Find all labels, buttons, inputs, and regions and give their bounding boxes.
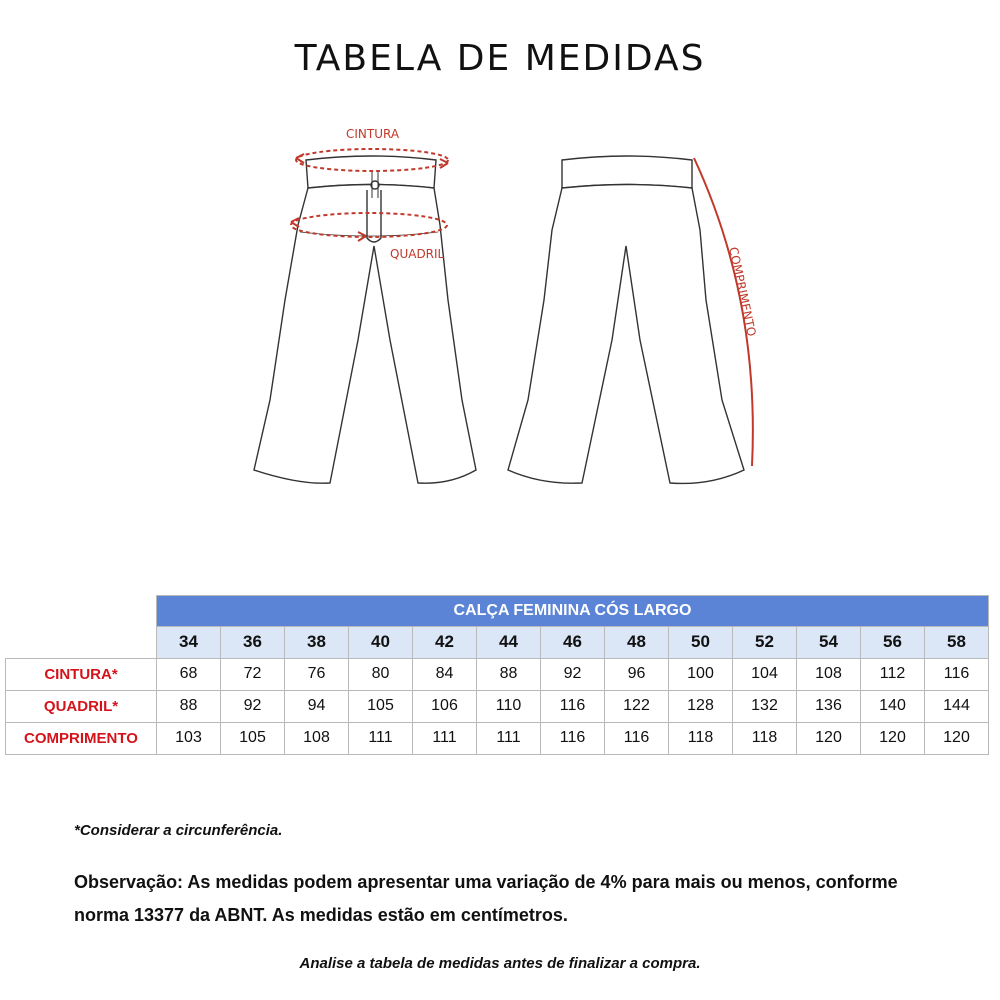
- size-cell: 40: [349, 627, 413, 659]
- table-cell: 116: [541, 722, 605, 754]
- waist-label: CINTURA: [346, 127, 400, 141]
- table-cell: 118: [733, 722, 797, 754]
- observation-note: Observação: As medidas podem apresentar uma variação de 4% para mais ou menos, conforme norma 13377 da ABNT. As medidas estão em centímetros.: [74, 872, 898, 925]
- table-cell: 140: [861, 690, 925, 722]
- size-cell: 38: [285, 627, 349, 659]
- table-cell: 88: [157, 690, 221, 722]
- final-note: Analise a tabela de medidas antes de finalizar a compra.: [299, 955, 701, 972]
- table-cell: 92: [541, 658, 605, 690]
- table-cell: 108: [285, 722, 349, 754]
- table-cell: 76: [285, 658, 349, 690]
- table-cell: 116: [605, 722, 669, 754]
- table-row-cintura: [6, 658, 989, 690]
- table-cell: 94: [285, 690, 349, 722]
- table-header: CALÇA FEMININA CÓS LARGO: [157, 596, 989, 627]
- table-cell: 106: [413, 690, 477, 722]
- size-cell: 48: [605, 627, 669, 659]
- size-cell: 56: [861, 627, 925, 659]
- size-cell: 50: [669, 627, 733, 659]
- table-cell: 80: [349, 658, 413, 690]
- table-cell: 110: [477, 690, 541, 722]
- size-cell: 54: [797, 627, 861, 659]
- table-cell: 84: [413, 658, 477, 690]
- table-cell: 120: [925, 722, 989, 754]
- table-cell: 118: [669, 722, 733, 754]
- size-row-corner: [6, 627, 157, 659]
- pants-front-view: [254, 156, 476, 483]
- table-cell: 92: [221, 690, 285, 722]
- table-cell: 108: [797, 658, 861, 690]
- table-cell: 116: [541, 690, 605, 722]
- size-row: [6, 627, 989, 659]
- row-label-cintura: CINTURA*: [6, 658, 157, 690]
- table-cell: 103: [157, 722, 221, 754]
- length-label: COMPRIMENTO: [726, 245, 759, 338]
- size-cell: 36: [221, 627, 285, 659]
- size-cell: 42: [413, 627, 477, 659]
- table-cell: 88: [477, 658, 541, 690]
- circumference-note: *Considerar a circunferência.: [74, 822, 283, 839]
- row-label-comprimento: COMPRIMENTO: [6, 722, 157, 754]
- table-cell: 120: [797, 722, 861, 754]
- table-cell: 96: [605, 658, 669, 690]
- pants-illustration: [0, 110, 1000, 500]
- size-table: [5, 595, 989, 755]
- table-cell: 122: [605, 690, 669, 722]
- page-title: TABELA DE MEDIDAS: [294, 38, 706, 79]
- table-cell: 105: [349, 690, 413, 722]
- table-cell: 104: [733, 658, 797, 690]
- table-cell: 72: [221, 658, 285, 690]
- row-label-quadril: QUADRIL*: [6, 690, 157, 722]
- table-cell: 111: [413, 722, 477, 754]
- size-cell: 52: [733, 627, 797, 659]
- table-cell: 128: [669, 690, 733, 722]
- table-cell: 68: [157, 658, 221, 690]
- table-row-quadril: [6, 690, 989, 722]
- hip-label: QUADRIL: [390, 247, 445, 261]
- table-header-row: [6, 596, 989, 627]
- size-cell: 44: [477, 627, 541, 659]
- size-cell: 46: [541, 627, 605, 659]
- table-cell: 116: [925, 658, 989, 690]
- table-cell: 111: [349, 722, 413, 754]
- table-cell: 100: [669, 658, 733, 690]
- pants-back-view: [508, 156, 744, 483]
- table-cell: 120: [861, 722, 925, 754]
- table-cell: 132: [733, 690, 797, 722]
- table-cell: 105: [221, 722, 285, 754]
- table-cell: 136: [797, 690, 861, 722]
- table-row-comprimento: [6, 722, 989, 754]
- table-cell: 112: [861, 658, 925, 690]
- size-cell: 34: [157, 627, 221, 659]
- table-cell: 144: [925, 690, 989, 722]
- table-cell: 111: [477, 722, 541, 754]
- size-cell: 58: [925, 627, 989, 659]
- table-corner: [6, 596, 157, 627]
